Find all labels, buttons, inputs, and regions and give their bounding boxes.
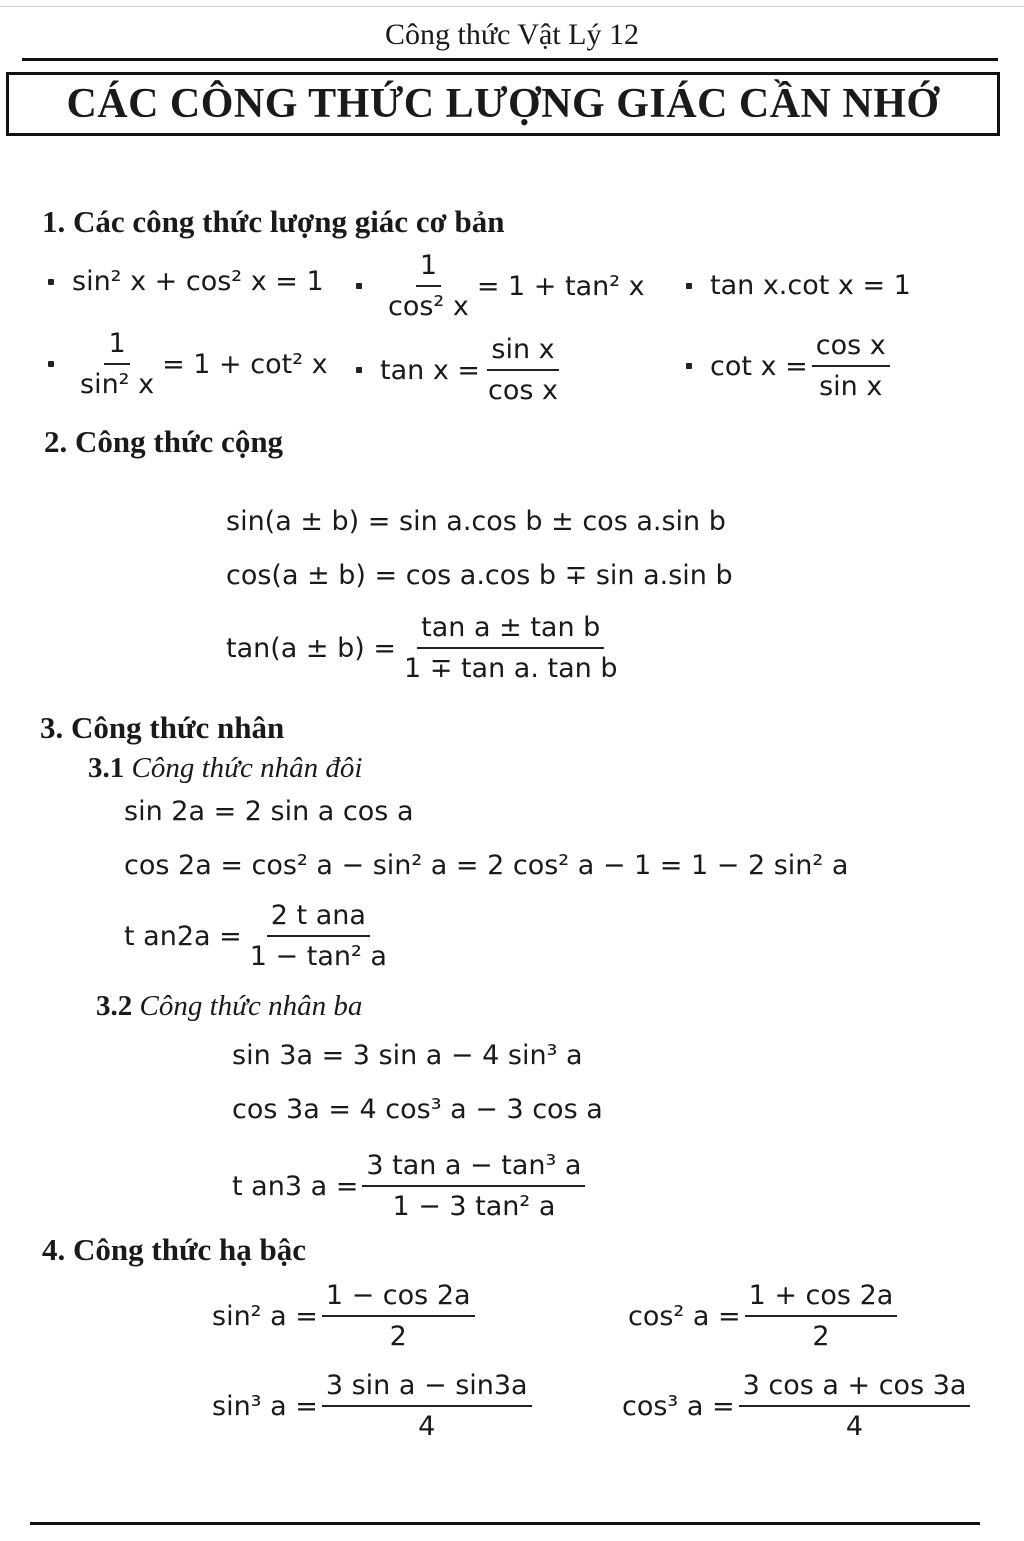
formula-sin-squared-reduce	[212, 1280, 479, 1352]
fraction	[812, 330, 890, 402]
formula-csc-squared	[48, 328, 328, 400]
formula-cos-triple: cos 3a = 4 cos³ a − 3 cos a	[232, 1094, 603, 1125]
fraction	[745, 1280, 898, 1352]
denominator: sin x	[819, 371, 883, 402]
numerator: 3 tan a − tan³ a	[362, 1150, 585, 1187]
section-1-heading: 1. Các công thức lượng giác cơ bản	[42, 204, 505, 239]
header-rule	[22, 58, 998, 61]
formula-tan-sum	[226, 612, 625, 684]
fraction	[362, 1150, 585, 1222]
fraction	[322, 1370, 532, 1442]
formula-tan-triple	[232, 1150, 589, 1222]
bullet-icon	[686, 283, 692, 289]
subsection-number: 3.1	[88, 752, 125, 784]
denominator: cos² x	[388, 291, 469, 322]
formula-rhs: = 1 + cot² x	[162, 348, 328, 380]
subsection-3-1	[88, 752, 362, 785]
formula-sec-squared	[356, 250, 645, 322]
denominator: 2	[389, 1321, 407, 1352]
formula-lhs: sin³ a =	[212, 1390, 318, 1422]
formula-lhs: t an2a =	[124, 920, 242, 952]
formula-tan-cot	[686, 270, 911, 301]
formula-lhs: t an3 a =	[232, 1170, 359, 1202]
denominator: cos x	[488, 375, 559, 406]
formula-cos-double: cos 2a = cos² a − sin² a = 2 cos² a − 1 = 1 − 2 sin² a	[124, 850, 849, 881]
formula-cos-sum: cos(a ± b) = cos a.cos b ∓ sin a.sin b	[226, 560, 733, 591]
formula-pythagorean	[48, 266, 324, 297]
page-header: Công thức Vật Lý 12	[384, 18, 640, 51]
denominator: 4	[845, 1411, 864, 1442]
formula-cot-def	[686, 330, 894, 402]
formula-lhs: sin² a =	[212, 1300, 318, 1332]
subsection-number: 3.2	[96, 990, 133, 1022]
formula-sin-cubed-reduce	[212, 1370, 536, 1442]
fraction	[400, 612, 621, 684]
formula-lhs: cos³ a =	[622, 1390, 735, 1422]
formula-sin-sum: sin(a ± b) = sin a.cos b ± cos a.sin b	[226, 506, 726, 537]
section-4-heading: 4. Công thức hạ bậc	[42, 1232, 307, 1267]
formula-sin-double: sin 2a = 2 sin a cos a	[124, 796, 414, 827]
denominator: 2	[812, 1321, 830, 1352]
numerator: 1 + cos 2a	[745, 1280, 898, 1317]
numerator: tan a ± tan b	[417, 612, 604, 649]
numerator: 1	[104, 328, 129, 365]
subsection-label: Công thức nhân ba	[139, 990, 363, 1022]
formula-rhs: = 1 + tan² x	[476, 270, 645, 302]
section-3-heading: 3. Công thức nhân	[40, 710, 285, 745]
formula-lhs: tan(a ± b) =	[226, 632, 396, 664]
fraction	[484, 334, 562, 406]
denominator: 1 ∓ tan a. tan b	[404, 653, 618, 684]
formula-text: tan x.cot x = 1	[710, 270, 911, 301]
formula-cos-squared-reduce	[628, 1280, 901, 1352]
fraction	[76, 328, 158, 400]
formula-lhs: cos² a =	[628, 1300, 741, 1332]
fraction	[322, 1280, 475, 1352]
bullet-icon	[48, 361, 54, 367]
denominator: 1 − 3 tan² a	[392, 1191, 556, 1222]
formula-text: sin² x + cos² x = 1	[72, 266, 324, 297]
numerator: 3 sin a − sin3a	[322, 1370, 532, 1407]
denominator: 4	[418, 1411, 436, 1442]
top-border	[0, 6, 1024, 7]
bullet-icon	[686, 363, 692, 369]
numerator: cos x	[812, 330, 890, 367]
denominator: sin² x	[80, 369, 155, 400]
bullet-icon	[356, 283, 362, 289]
subsection-3-2	[96, 990, 362, 1023]
numerator: 1	[416, 250, 441, 287]
denominator: 1 − tan² a	[249, 941, 387, 972]
formula-cos-cubed-reduce	[622, 1370, 974, 1442]
page-title: CÁC CÔNG THỨC LƯỢNG GIÁC CẦN NHỚ	[6, 72, 1000, 136]
footer-rule	[30, 1522, 980, 1525]
bullet-icon	[48, 279, 54, 285]
numerator: sin x	[487, 334, 558, 371]
numerator: 2 t ana	[267, 900, 370, 937]
bullet-icon	[356, 367, 362, 373]
section-2-heading: 2. Công thức cộng	[44, 424, 284, 459]
fraction	[384, 250, 473, 322]
fraction	[739, 1370, 971, 1442]
formula-sin-triple: sin 3a = 3 sin a − 4 sin³ a	[232, 1040, 583, 1071]
formula-lhs: cot x =	[710, 350, 808, 382]
fraction	[246, 900, 391, 972]
formula-tan-def	[356, 334, 566, 406]
subsection-label: Công thức nhân đôi	[131, 752, 363, 784]
numerator: 3 cos a + cos 3a	[739, 1370, 971, 1407]
formula-tan-double	[124, 900, 395, 972]
numerator: 1 − cos 2a	[322, 1280, 475, 1317]
formula-lhs: tan x =	[380, 354, 481, 386]
